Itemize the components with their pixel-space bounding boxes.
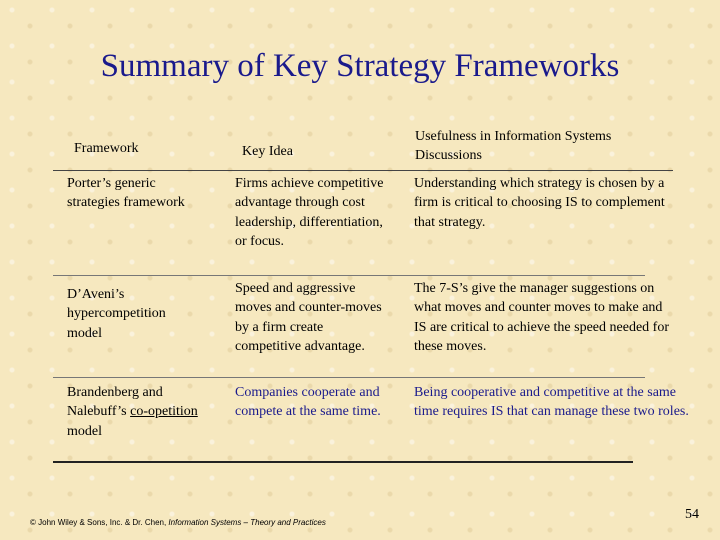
- table-bottom-rule: [53, 461, 633, 463]
- header-rule: [53, 170, 673, 171]
- footer-publisher: John Wiley & Sons, Inc. & Dr. Chen,: [38, 518, 169, 527]
- row2-usefulness: The 7-S’s give the manager suggestions on what moves and counter moves to make and IS are critical to achieve the speed needed for these moves.: [414, 281, 669, 354]
- row1-rule: [53, 275, 645, 276]
- row2-key-idea: Speed and aggressive moves and counter-moves by a firm create competitive advantage.: [235, 281, 382, 354]
- row2-framework: D’Aveni’s hypercompetition model: [67, 287, 166, 341]
- row3-usefulness: Being cooperative and competitive at the same time requires IS that can manage these two roles.: [414, 385, 689, 420]
- row3-framework-prefix: Brandenberg and Nalebuff’s: [67, 385, 163, 420]
- row1-usefulness: Understanding which strategy is chosen by a firm is critical to choosing IS to complement that strategy.: [414, 176, 665, 230]
- row3-framework: [67, 383, 207, 441]
- row1-key-idea: Firms achieve competitive advantage through cost leadership, differentiation, or focus.: [235, 176, 384, 249]
- header-usefulness: Usefulness in Information Systems Discussions: [415, 129, 612, 163]
- row3-framework-underlined: co-opetition: [130, 404, 198, 420]
- header-framework: Framework: [74, 141, 139, 156]
- row1-framework: Porter’s generic strategies framework: [67, 176, 185, 211]
- footer-book-title: Information Systems – Theory and Practices: [168, 518, 326, 527]
- header-key-idea: Key Idea: [242, 144, 293, 159]
- copyright-symbol: ©: [30, 518, 36, 527]
- row2-rule: [53, 377, 645, 378]
- row3-key-idea: Companies cooperate and compete at the same time.: [235, 385, 381, 420]
- page-number: 54: [685, 507, 699, 522]
- copyright-footer: [30, 518, 326, 527]
- row3-framework-suffix: model: [67, 423, 102, 439]
- slide-title: Summary of Key Strategy Frameworks: [100, 48, 620, 84]
